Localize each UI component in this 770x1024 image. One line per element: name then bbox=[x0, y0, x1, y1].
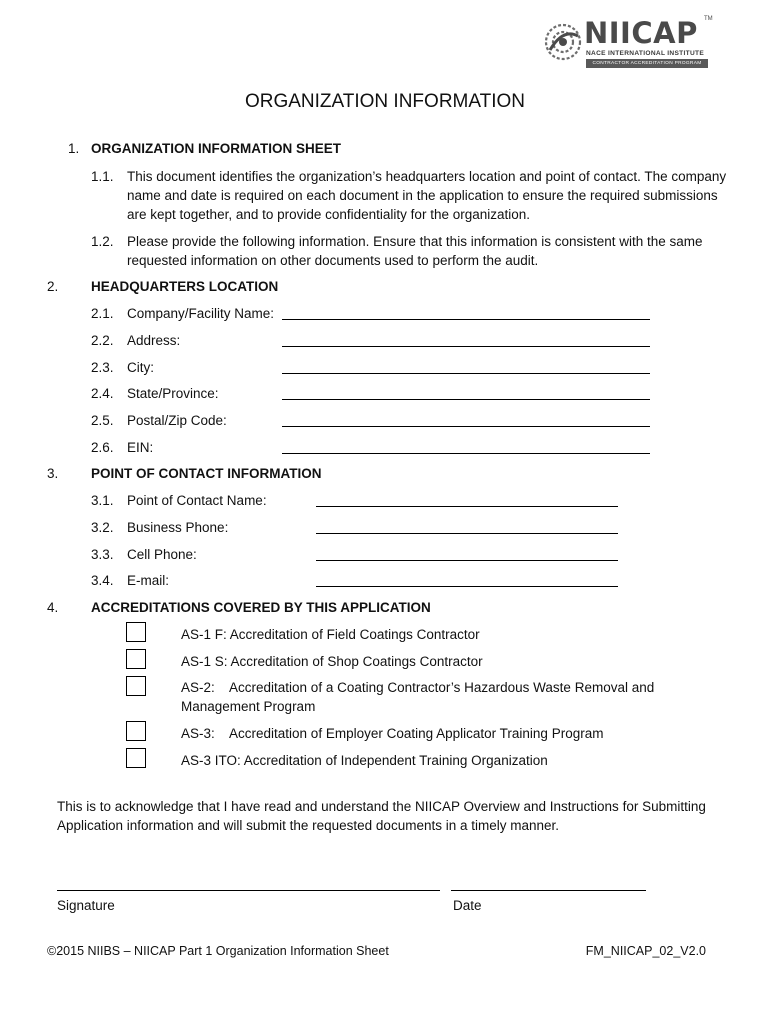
business-phone-label: Business Phone: bbox=[127, 520, 229, 535]
signature-field[interactable] bbox=[57, 890, 440, 891]
ein-label: EIN: bbox=[127, 440, 154, 455]
city-label: City: bbox=[127, 360, 154, 375]
postal-zip-label: Postal/Zip Code: bbox=[127, 413, 227, 428]
section-2-number: 2. bbox=[47, 279, 59, 294]
date-label: Date bbox=[453, 898, 482, 913]
address-label: Address: bbox=[127, 333, 181, 348]
contact-name-label: Point of Contact Name: bbox=[127, 493, 267, 508]
section-1-heading: ORGANIZATION INFORMATION SHEET bbox=[91, 141, 341, 156]
contact-name-field[interactable] bbox=[316, 506, 618, 507]
business-phone-field[interactable] bbox=[316, 533, 618, 534]
section-1-number: 1. bbox=[68, 141, 80, 156]
logo-program-bar: CONTRACTOR ACCREDITATION PROGRAM bbox=[586, 59, 708, 68]
niicap-logo bbox=[538, 14, 716, 74]
field-3-4-number: 3.4. bbox=[91, 573, 114, 588]
section-2-heading: HEADQUARTERS LOCATION bbox=[91, 279, 279, 294]
field-2-2-number: 2.2. bbox=[91, 333, 114, 348]
footer-right: FM_NIICAP_02_V2.0 bbox=[585, 944, 706, 958]
section-3-number: 3. bbox=[47, 466, 59, 481]
section-4-heading: ACCREDITATIONS COVERED BY THIS APPLICATION bbox=[91, 600, 431, 615]
page-title: ORGANIZATION INFORMATION bbox=[244, 91, 526, 112]
company-name-label: Company/Facility Name: bbox=[127, 306, 275, 321]
as1s-label: AS-1 S: Accreditation of Shop Coatings Contractor bbox=[181, 654, 483, 669]
section-3-heading: POINT OF CONTACT INFORMATION bbox=[91, 466, 322, 481]
logo-name: NIICAP bbox=[584, 16, 698, 50]
state-province-field[interactable] bbox=[282, 399, 650, 400]
email-label: E-mail: bbox=[127, 573, 170, 588]
ein-field[interactable] bbox=[282, 453, 650, 454]
signature-label: Signature bbox=[57, 898, 115, 913]
company-name-field[interactable] bbox=[282, 319, 650, 320]
field-2-4-number: 2.4. bbox=[91, 386, 114, 401]
field-2-1-number: 2.1. bbox=[91, 306, 114, 321]
as3-ito-label: AS-3 ITO: Accreditation of Independent Training Organization bbox=[181, 753, 548, 768]
item-1-1-number: 1.1. bbox=[91, 169, 114, 184]
logo-subtitle: NACE INTERNATIONAL INSTITUTE bbox=[586, 50, 705, 57]
state-province-label: State/Province: bbox=[127, 386, 219, 401]
date-field[interactable] bbox=[451, 890, 646, 891]
logo-trademark: TM bbox=[704, 16, 713, 22]
cell-phone-field[interactable] bbox=[316, 560, 618, 561]
as3-checkbox[interactable] bbox=[126, 721, 146, 741]
as3-label: AS-3: Accreditation of Employer Coating Applicator Training Program bbox=[181, 726, 604, 741]
item-1-2-number: 1.2. bbox=[91, 234, 114, 249]
address-field[interactable] bbox=[282, 346, 650, 347]
as2-checkbox[interactable] bbox=[126, 676, 146, 696]
field-3-1-number: 3.1. bbox=[91, 493, 114, 508]
as1f-label: AS-1 F: Accreditation of Field Coatings Contractor bbox=[181, 627, 480, 642]
as2-label: AS-2: Accreditation of a Coating Contractor’s Hazardous Waste Removal and Management Program bbox=[181, 680, 658, 714]
section-4-number: 4. bbox=[47, 600, 59, 615]
as1f-checkbox[interactable] bbox=[126, 622, 146, 642]
globe-logo-icon bbox=[542, 20, 584, 64]
as3-ito-checkbox[interactable] bbox=[126, 748, 146, 768]
field-2-6-number: 2.6. bbox=[91, 440, 114, 455]
footer-left: ©2015 NIIBS – NIICAP Part 1 Organization Information Sheet bbox=[47, 944, 389, 958]
as1s-checkbox[interactable] bbox=[126, 649, 146, 669]
acknowledgement-text: This is to acknowledge that I have read and understand the NIICAP Overview and Instructions for Submitting Application information and will submit the requested documents in a timely manner. bbox=[57, 799, 706, 833]
item-1-1-text: This document identifies the organization’s headquarters location and point of contact. The company name and date is required on each document in the application to ensure the required submissions are kept together, and to provide confidentiality for the organization. bbox=[127, 169, 727, 222]
postal-zip-field[interactable] bbox=[282, 426, 650, 427]
item-1-2-text: Please provide the following information. Ensure that this information is consistent with the same requested information on other documents used to perform the audit. bbox=[127, 234, 703, 268]
field-3-2-number: 3.2. bbox=[91, 520, 114, 535]
email-field[interactable] bbox=[316, 586, 618, 587]
city-field[interactable] bbox=[282, 373, 650, 374]
field-2-3-number: 2.3. bbox=[91, 360, 114, 375]
cell-phone-label: Cell Phone: bbox=[127, 547, 197, 562]
field-2-5-number: 2.5. bbox=[91, 413, 114, 428]
field-3-3-number: 3.3. bbox=[91, 547, 114, 562]
